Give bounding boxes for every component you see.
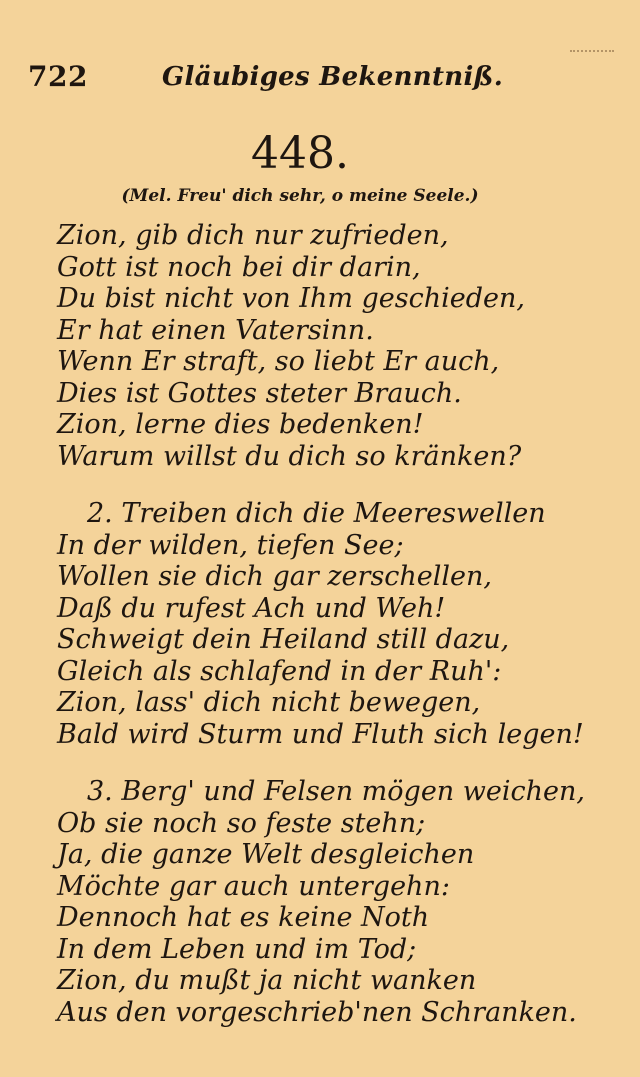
verse-line: Daß du rufest Ach und Weh! (57, 592, 446, 624)
verse-line: 2. Treiben dich die Meereswellen (87, 498, 546, 529)
verse-line: Warum willst du dich so kränken? (57, 440, 522, 472)
verse-line: Wenn Er straft, so liebt Er auch, (57, 346, 500, 377)
melody-note: (Mel. Freu' dich sehr, o meine Seele.) (121, 186, 479, 206)
verse-line: Gleich als schlafend in der Ruh': (57, 655, 502, 687)
verse-line: Möchte gar auch untergehn: (57, 870, 450, 902)
verse-line: Zion, lass' dich nicht bewegen, (57, 687, 481, 718)
verse-line: 3. Berg' und Felsen mögen weichen, (87, 776, 585, 807)
verse-2 (57, 498, 617, 750)
verse-line: Bald wird Sturm und Fluth sich legen! (57, 718, 584, 750)
verse-line: Du bist nicht von Ihm geschieden, (57, 283, 525, 314)
verse-line: Zion, gib dich nur zufrieden, (57, 220, 449, 251)
verse-line: Aus den vorgeschrieb'nen Schranken. (57, 996, 577, 1028)
verse-line: Ob sie noch so feste stehn; (57, 807, 426, 839)
verse-line: Zion, lerne dies bedenken! (57, 409, 424, 440)
verse-3 (57, 776, 617, 1028)
verse-line: In dem Leben und im Tod; (57, 933, 417, 965)
verse-line: Ja, die ganze Welt desgleichen (57, 839, 475, 870)
running-title: Gläubiges Bekenntniß. (162, 62, 504, 92)
page-header (28, 60, 588, 100)
verse-line: Zion, du mußt ja nicht wanken (57, 965, 477, 996)
verse-1 (57, 220, 617, 472)
hymn-verses (57, 220, 617, 1054)
verse-line: Dies ist Gottes steter Brauch. (57, 377, 462, 409)
verse-line: Er hat einen Vatersinn. (57, 314, 374, 346)
verse-line: Schweigt dein Heiland still dazu, (57, 624, 510, 655)
verse-line: In der wilden, tiefen See; (57, 529, 404, 561)
verse-line: Dennoch hat es keine Noth (57, 902, 430, 933)
page-edge-mark (570, 50, 614, 55)
hymn-number: 448. (251, 128, 349, 179)
page-number: 722 (28, 60, 88, 93)
verse-line: Wollen sie dich gar zerschellen, (57, 561, 493, 592)
verse-line: Gott ist noch bei dir darin, (57, 251, 421, 283)
